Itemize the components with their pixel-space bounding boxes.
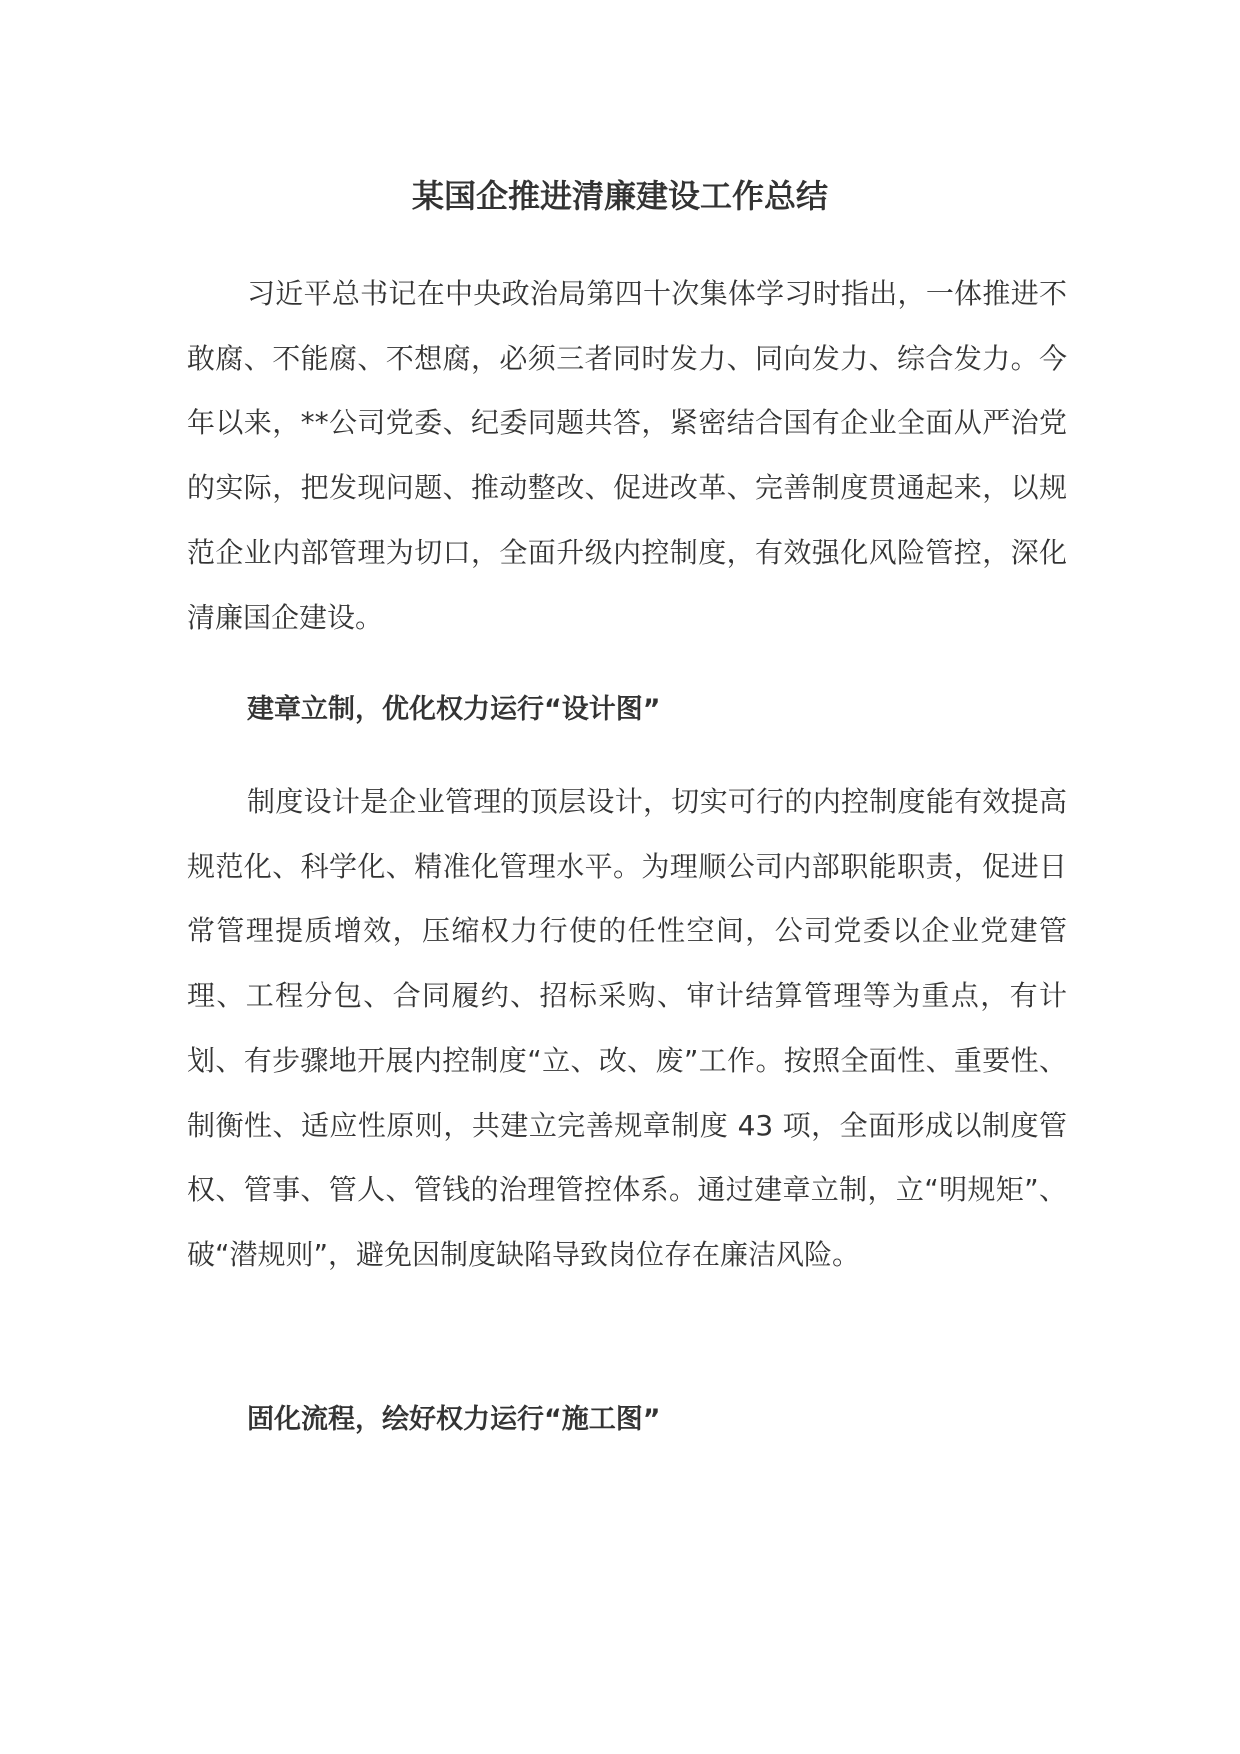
section-heading-1: 建章立制，优化权力运行“设计图” bbox=[247, 694, 661, 725]
section-heading-2: 固化流程，绘好权力运行“施工图” bbox=[247, 1404, 661, 1435]
section-body-1: 制度设计是企业管理的顶层设计，切实可行的内控制度能有效提高规范化、科学化、精准化管理水平。为理顺公司内部职能职责，促进日常管理提质增效，压缩权力行使的任性空间，公司党委以企业党建管理、工程分包、合同履约、招标采购、审计结算管理等为重点，有计划、有步骤地开展内控制度“立、改、废”工作。按照全面性、重要性、制衡性、适应性原则，共建立完善规章制度 43 项，全面形成以制度管权、管事、管人、管钱的治理管控体系。通过建章立制，立“明规矩”、破“潜规则”，避免因制度缺陷导致岗位存在廉洁风险。 bbox=[187, 785, 1067, 1271]
intro-paragraph: 习近平总书记在中央政治局第四十次集体学习时指出，一体推进不敢腐、不能腐、不想腐，必须三者同时发力、同向发力、综合发力。今年以来，**公司党委、纪委同题共答，紧密结合国有企业全面从严治党的实际，把发现问题、推动整改、促进改革、完善制度贯通起来，以规范企业内部管理为切口，全面升级内控制度，有效强化风险管控，深化清廉国企建设。 bbox=[187, 277, 1067, 634]
document-title: 某国企推进清廉建设工作总结 bbox=[411, 177, 828, 215]
